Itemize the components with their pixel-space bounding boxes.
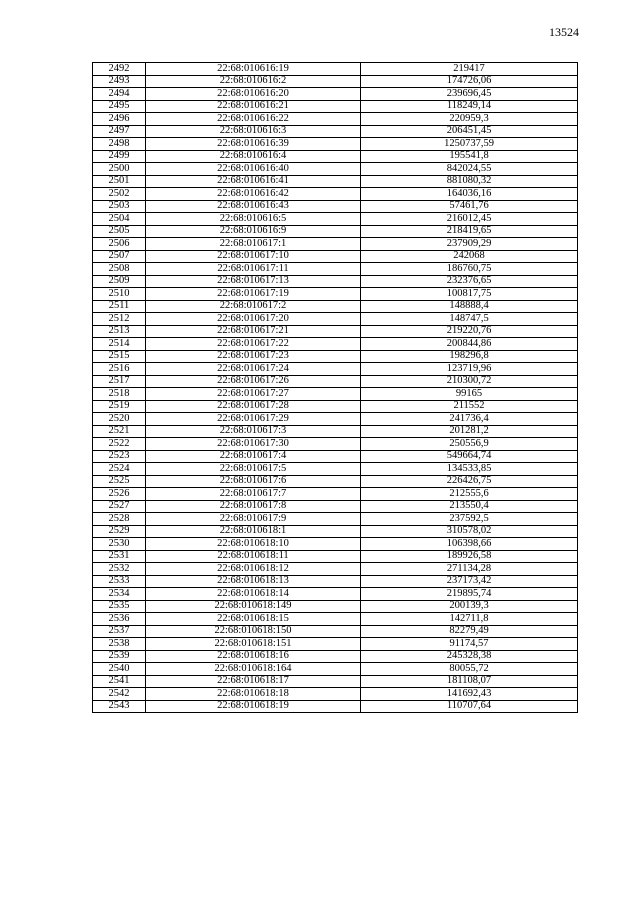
cadastral-number-cell: 22:68:010617:22 — [146, 338, 361, 351]
cadastral-number-cell: 22:68:010617:8 — [146, 500, 361, 513]
value-cell: 100817,75 — [361, 288, 578, 301]
value-cell: 200139,3 — [361, 600, 578, 613]
table-row — [93, 88, 578, 101]
cadastral-number-cell: 22:68:010616:9 — [146, 225, 361, 238]
cadastral-number-cell: 22:68:010617:30 — [146, 438, 361, 451]
row-number-cell: 2521 — [93, 425, 146, 438]
table-row — [93, 575, 578, 588]
cadastral-number-cell: 22:68:010617:29 — [146, 413, 361, 426]
table-row — [93, 400, 578, 413]
table-row — [93, 313, 578, 326]
table-row — [93, 300, 578, 313]
cadastral-number-cell: 22:68:010618:13 — [146, 575, 361, 588]
row-number-cell: 2537 — [93, 625, 146, 638]
cadastral-number-cell: 22:68:010617:28 — [146, 400, 361, 413]
cadastral-number-cell: 22:68:010617:21 — [146, 325, 361, 338]
cadastral-number-cell: 22:68:010618:18 — [146, 688, 361, 701]
cadastral-number-cell: 22:68:010617:2 — [146, 300, 361, 313]
row-number-cell: 2512 — [93, 313, 146, 326]
table-row — [93, 413, 578, 426]
row-number-cell: 2527 — [93, 500, 146, 513]
value-cell: 237909,29 — [361, 238, 578, 251]
cadastral-number-cell: 22:68:010618:150 — [146, 625, 361, 638]
row-number-cell: 2531 — [93, 550, 146, 563]
value-cell: 216012,45 — [361, 213, 578, 226]
cadastral-number-cell: 22:68:010617:23 — [146, 350, 361, 363]
cadastral-number-cell: 22:68:010618:10 — [146, 538, 361, 551]
row-number-cell: 2501 — [93, 175, 146, 188]
row-number-cell: 2538 — [93, 638, 146, 651]
row-number-cell: 2497 — [93, 125, 146, 138]
value-cell: 201281,2 — [361, 425, 578, 438]
row-number-cell: 2522 — [93, 438, 146, 451]
cadastral-number-cell: 22:68:010616:41 — [146, 175, 361, 188]
value-cell: 842024,55 — [361, 163, 578, 176]
table-row — [93, 600, 578, 613]
table-row — [93, 675, 578, 688]
value-cell: 1250737,59 — [361, 138, 578, 151]
cadastral-number-cell: 22:68:010616:4 — [146, 150, 361, 163]
table-row — [93, 613, 578, 626]
table-row — [93, 363, 578, 376]
table-row — [93, 513, 578, 526]
cadastral-number-cell: 22:68:010617:24 — [146, 363, 361, 376]
value-cell: 181108,07 — [361, 675, 578, 688]
table-row — [93, 388, 578, 401]
row-number-cell: 2517 — [93, 375, 146, 388]
row-number-cell: 2500 — [93, 163, 146, 176]
table-row — [93, 113, 578, 126]
table-row — [93, 213, 578, 226]
value-cell: 220959,3 — [361, 113, 578, 126]
table-row — [93, 288, 578, 301]
row-number-cell: 2536 — [93, 613, 146, 626]
table-row — [93, 225, 578, 238]
row-number-cell: 2510 — [93, 288, 146, 301]
row-number-cell: 2516 — [93, 363, 146, 376]
value-cell: 195541,8 — [361, 150, 578, 163]
value-cell: 186760,75 — [361, 263, 578, 276]
value-cell: 189926,58 — [361, 550, 578, 563]
table-row — [93, 700, 578, 713]
table-row — [93, 625, 578, 638]
cadastral-number-cell: 22:68:010618:11 — [146, 550, 361, 563]
value-cell: 242068 — [361, 250, 578, 263]
row-number-cell: 2524 — [93, 463, 146, 476]
table-row — [93, 463, 578, 476]
table-row — [93, 663, 578, 676]
cadastral-number-cell: 22:68:010618:12 — [146, 563, 361, 576]
value-cell: 210300,72 — [361, 375, 578, 388]
row-number-cell: 2495 — [93, 100, 146, 113]
value-cell: 99165 — [361, 388, 578, 401]
cadastral-number-cell: 22:68:010618:149 — [146, 600, 361, 613]
row-number-cell: 2503 — [93, 200, 146, 213]
table-row — [93, 100, 578, 113]
value-cell: 164036,16 — [361, 188, 578, 201]
value-cell: 174726,06 — [361, 75, 578, 88]
value-cell: 211552 — [361, 400, 578, 413]
row-number-cell: 2502 — [93, 188, 146, 201]
row-number-cell: 2515 — [93, 350, 146, 363]
table-row — [93, 438, 578, 451]
cadastral-number-cell: 22:68:010617:19 — [146, 288, 361, 301]
value-cell: 123719,96 — [361, 363, 578, 376]
cadastral-number-cell: 22:68:010616:40 — [146, 163, 361, 176]
cadastral-number-cell: 22:68:010616:3 — [146, 125, 361, 138]
table-row — [93, 263, 578, 276]
row-number-cell: 2539 — [93, 650, 146, 663]
row-number-cell: 2507 — [93, 250, 146, 263]
table-row — [93, 338, 578, 351]
row-number-cell: 2492 — [93, 63, 146, 76]
value-cell: 218419,65 — [361, 225, 578, 238]
cadastral-number-cell: 22:68:010617:1 — [146, 238, 361, 251]
value-cell: 271134,28 — [361, 563, 578, 576]
table-row — [93, 488, 578, 501]
value-cell: 219895,74 — [361, 588, 578, 601]
value-cell: 141692,43 — [361, 688, 578, 701]
row-number-cell: 2541 — [93, 675, 146, 688]
row-number-cell: 2526 — [93, 488, 146, 501]
value-cell: 106398,66 — [361, 538, 578, 551]
row-number-cell: 2529 — [93, 525, 146, 538]
cadastral-number-cell: 22:68:010617:9 — [146, 513, 361, 526]
value-cell: 80055,72 — [361, 663, 578, 676]
value-cell: 226426,75 — [361, 475, 578, 488]
cadastral-number-cell: 22:68:010616:20 — [146, 88, 361, 101]
value-cell: 310578,02 — [361, 525, 578, 538]
cadastral-number-cell: 22:68:010617:26 — [146, 375, 361, 388]
table-row — [93, 425, 578, 438]
row-number-cell: 2498 — [93, 138, 146, 151]
row-number-cell: 2506 — [93, 238, 146, 251]
cadastral-number-cell: 22:68:010617:11 — [146, 263, 361, 276]
table-row — [93, 588, 578, 601]
row-number-cell: 2543 — [93, 700, 146, 713]
value-cell: 200844,86 — [361, 338, 578, 351]
row-number-cell: 2528 — [93, 513, 146, 526]
value-cell: 237592,5 — [361, 513, 578, 526]
value-cell: 250556,9 — [361, 438, 578, 451]
value-cell: 881080,32 — [361, 175, 578, 188]
table-row — [93, 175, 578, 188]
value-cell: 148747,5 — [361, 313, 578, 326]
cadastral-number-cell: 22:68:010618:17 — [146, 675, 361, 688]
value-cell: 57461,76 — [361, 200, 578, 213]
row-number-cell: 2496 — [93, 113, 146, 126]
cadastral-number-cell: 22:68:010616:19 — [146, 63, 361, 76]
cadastral-number-cell: 22:68:010618:1 — [146, 525, 361, 538]
cadastral-number-cell: 22:68:010618:151 — [146, 638, 361, 651]
cadastral-number-cell: 22:68:010618:164 — [146, 663, 361, 676]
cadastral-number-cell: 22:68:010617:3 — [146, 425, 361, 438]
cadastral-number-cell: 22:68:010618:19 — [146, 700, 361, 713]
row-number-cell: 2523 — [93, 450, 146, 463]
value-cell: 232376,65 — [361, 275, 578, 288]
value-cell: 237173,42 — [361, 575, 578, 588]
row-number-cell: 2499 — [93, 150, 146, 163]
table-row — [93, 500, 578, 513]
cadastral-number-cell: 22:68:010618:16 — [146, 650, 361, 663]
table-row — [93, 650, 578, 663]
value-cell: 219220,76 — [361, 325, 578, 338]
table-row — [93, 475, 578, 488]
row-number-cell: 2494 — [93, 88, 146, 101]
row-number-cell: 2509 — [93, 275, 146, 288]
value-cell: 134533,85 — [361, 463, 578, 476]
value-cell: 212555,6 — [361, 488, 578, 501]
table-row — [93, 563, 578, 576]
cadastral-number-cell: 22:68:010617:4 — [146, 450, 361, 463]
row-number-cell: 2508 — [93, 263, 146, 276]
cadastral-number-cell: 22:68:010618:15 — [146, 613, 361, 626]
table-row — [93, 638, 578, 651]
row-number-cell: 2540 — [93, 663, 146, 676]
value-cell: 239696,45 — [361, 88, 578, 101]
row-number-cell: 2493 — [93, 75, 146, 88]
table-row — [93, 238, 578, 251]
cadastral-number-cell: 22:68:010617:20 — [146, 313, 361, 326]
row-number-cell: 2533 — [93, 575, 146, 588]
cadastral-number-cell: 22:68:010616:2 — [146, 75, 361, 88]
row-number-cell: 2511 — [93, 300, 146, 313]
table-row — [93, 538, 578, 551]
cadastral-number-cell: 22:68:010616:42 — [146, 188, 361, 201]
table-row — [93, 550, 578, 563]
row-number-cell: 2504 — [93, 213, 146, 226]
cadastral-number-cell: 22:68:010617:6 — [146, 475, 361, 488]
row-number-cell: 2520 — [93, 413, 146, 426]
row-number-cell: 2519 — [93, 400, 146, 413]
cadastral-number-cell: 22:68:010617:27 — [146, 388, 361, 401]
row-number-cell: 2530 — [93, 538, 146, 551]
table-row — [93, 525, 578, 538]
cadastral-number-cell: 22:68:010616:39 — [146, 138, 361, 151]
table-row — [93, 63, 578, 76]
table-row — [93, 138, 578, 151]
cadastral-number-cell: 22:68:010616:21 — [146, 100, 361, 113]
table-row — [93, 375, 578, 388]
value-cell: 110707,64 — [361, 700, 578, 713]
cadastral-number-cell: 22:68:010616:22 — [146, 113, 361, 126]
page-number: 13524 — [549, 25, 579, 39]
row-number-cell: 2525 — [93, 475, 146, 488]
value-cell: 549664,74 — [361, 450, 578, 463]
row-number-cell: 2513 — [93, 325, 146, 338]
row-number-cell: 2532 — [93, 563, 146, 576]
table-row — [93, 688, 578, 701]
row-number-cell: 2505 — [93, 225, 146, 238]
value-cell: 82279,49 — [361, 625, 578, 638]
value-cell: 148888,4 — [361, 300, 578, 313]
cadastral-number-cell: 22:68:010617:13 — [146, 275, 361, 288]
cadastral-number-cell: 22:68:010617:10 — [146, 250, 361, 263]
value-cell: 213550,4 — [361, 500, 578, 513]
table-body — [93, 63, 578, 713]
cadastral-number-cell: 22:68:010616:43 — [146, 200, 361, 213]
cadastral-number-cell: 22:68:010618:14 — [146, 588, 361, 601]
table-row — [93, 163, 578, 176]
data-table — [92, 62, 578, 713]
cadastral-number-cell: 22:68:010617:7 — [146, 488, 361, 501]
row-number-cell: 2514 — [93, 338, 146, 351]
table-row — [93, 125, 578, 138]
value-cell: 91174,57 — [361, 638, 578, 651]
cadastral-number-cell: 22:68:010616:5 — [146, 213, 361, 226]
table-row — [93, 188, 578, 201]
table-row — [93, 200, 578, 213]
value-cell: 245328,38 — [361, 650, 578, 663]
value-cell: 198296,8 — [361, 350, 578, 363]
value-cell: 219417 — [361, 63, 578, 76]
table-row — [93, 325, 578, 338]
table-row — [93, 75, 578, 88]
table-row — [93, 150, 578, 163]
table-row — [93, 275, 578, 288]
table-row — [93, 350, 578, 363]
table-row — [93, 450, 578, 463]
row-number-cell: 2534 — [93, 588, 146, 601]
row-number-cell: 2535 — [93, 600, 146, 613]
value-cell: 206451,45 — [361, 125, 578, 138]
row-number-cell: 2542 — [93, 688, 146, 701]
cadastral-number-cell: 22:68:010617:5 — [146, 463, 361, 476]
table-row — [93, 250, 578, 263]
value-cell: 142711,8 — [361, 613, 578, 626]
value-cell: 241736,4 — [361, 413, 578, 426]
row-number-cell: 2518 — [93, 388, 146, 401]
value-cell: 118249,14 — [361, 100, 578, 113]
